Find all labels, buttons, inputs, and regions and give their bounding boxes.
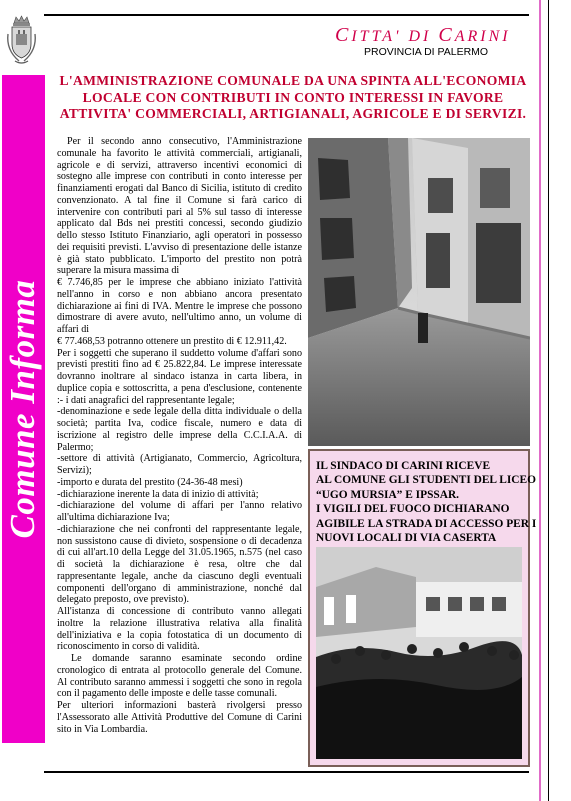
headline-line: LOCALE CON CONTRIBUTI IN CONTO INTERESSI IN FAVORE xyxy=(82,89,504,105)
news-box-title-line: “UGO MURSIA” E IPSSAR. xyxy=(316,488,460,501)
article-paragraph: -dichiarazione del volume di affari per l'anno relativo all'ultima dichiarazione Iva; xyxy=(57,500,302,523)
article-paragraph: € 7.746,85 per le imprese che abbiano iniziato l'attività nell'anno in corso e non abbiano ancora presentato dichiarazione ai fini di IVA. Mentre le imprese che possono dimostrare di avere avuto, nell'ultimo anno, un volume di affari di xyxy=(57,277,302,335)
article-paragraph: -dichiarazione che nei confronti del rappresentante legale, non sussistono cause di divieto, sospensione o di decadenza di cui all'art.10 della Legge del 31.05.1965, n.575 (nel caso di società la dichiarazione è resa, oltre che dal rappresentante legale, anche da ciascuno degli eventuali componenti dell'organo di amministrazione, nonché dal delegato preposto, ove previsto). xyxy=(57,523,302,606)
headline xyxy=(56,73,530,123)
side-title: Comune Informa xyxy=(3,279,42,539)
news-box-title-line: IL SINDACO DI CARINI RICEVE xyxy=(316,460,491,472)
article-paragraph: Per i soggetti che superano il suddetto volume d'affari sono previsti prestiti fino ad € 25.822,84. Le imprese interessate dovranno inoltrare al sindaco istanza in carta libera, in duplice copia e sottoscritta, a pena d'esclusione, contenente :- i dati anagrafici del rappresentante legale; xyxy=(57,347,302,406)
news-box-title-line: AL COMUNE GLI STUDENTI DEL LICEO xyxy=(316,474,536,487)
article-paragraph: Per ulteriori informazioni basterà rivolgersi presso l'Assessorato alle Attività Produttive del Comune di Carini sito in Via Lombardia. xyxy=(57,700,302,735)
bottom-rule xyxy=(44,771,529,773)
right-rule-black xyxy=(548,0,549,801)
article-body xyxy=(57,136,302,735)
article-paragraph: Le domande saranno esaminate secondo ordine cronologico di entrata al protocollo generale del Comune. Al contributo saranno ammessi i soggetti che sono in regola con il pagamento delle imposte e delle tasse comunali. xyxy=(57,653,302,700)
students-crowd-photo xyxy=(316,547,522,759)
article-paragraph: Per il secondo anno consecutivo, l'Amministrazione comunale ha favorito le attività commerciali, artigianali, agricole e di servizi, attraverso incentivi economici di sostegno alle imprese con contributi in conto interesse per finanziamenti erogati dal Banco di Sicilia, istituto di credito convenzionato. A tal fine il Comune si farà carico di intervenire con contributi pari al 5% sul tasso di interesse applicato dal Bds nei prestiti concessi, secondo giudizio dello stesso Istituto Finanziario, agli operatori in possesso dei requisiti previsti. L'avviso di presentazione delle istanze è già stato pubblicato. L'importo del prestito non potrà superare la misura massima di xyxy=(57,136,302,277)
top-rule xyxy=(44,14,529,16)
headline-line: ATTIVITA' COMMERCIALI, ARTIGIANALI, AGRICOLE E DI SERVIZI. xyxy=(59,106,527,121)
article-paragraph: -settore di attività (Artigianato, Commercio, Agricoltura, Servizi); xyxy=(57,453,302,476)
article-paragraph: -importo e durata del prestito (24-36-48 mesi) xyxy=(57,476,243,488)
news-box-title xyxy=(316,459,537,545)
right-rule-pink xyxy=(539,0,541,801)
article-paragraph: -denominazione e sede legale della ditta individuale o della società; partita Iva, codice fiscale, numero e data di iscrizione al registro delle imprese della C.C.I.A.A. di Palermo; xyxy=(57,406,302,453)
news-box-title-line: AGIBILE LA STRADA DI ACCESSO PER I xyxy=(316,517,537,530)
city-title: CITTA' DI CARINI xyxy=(335,24,511,46)
coat-of-arms-icon xyxy=(5,14,38,66)
article-paragraph: All'istanza di concessione di contributo vanno allegati inoltre la relazione illustrativa relativa alla finalità dell'iniziativa e la copia fotostatica di un documento di riconoscimento in corso di validità. xyxy=(57,606,302,653)
article-paragraph: € 77.468,53 potranno ottenere un prestito di € 12.911,42. xyxy=(57,335,287,347)
province-label: PROVINCIA DI PALERMO xyxy=(364,46,489,58)
headline-line: L'AMMINISTRAZIONE COMUNALE DA UNA SPINTA ALL'ECONOMIA xyxy=(59,73,527,88)
street-corner-photo xyxy=(308,138,530,446)
news-box-title-line: I VIGILI DEL FUOCO DICHIARANO xyxy=(316,503,510,516)
news-box xyxy=(308,449,537,767)
article-paragraph: -dichiarazione inerente la data di inizio di attività; xyxy=(57,488,259,500)
news-box-title-line: NUOVI LOCALI DI VIA CASERTA xyxy=(316,532,497,545)
